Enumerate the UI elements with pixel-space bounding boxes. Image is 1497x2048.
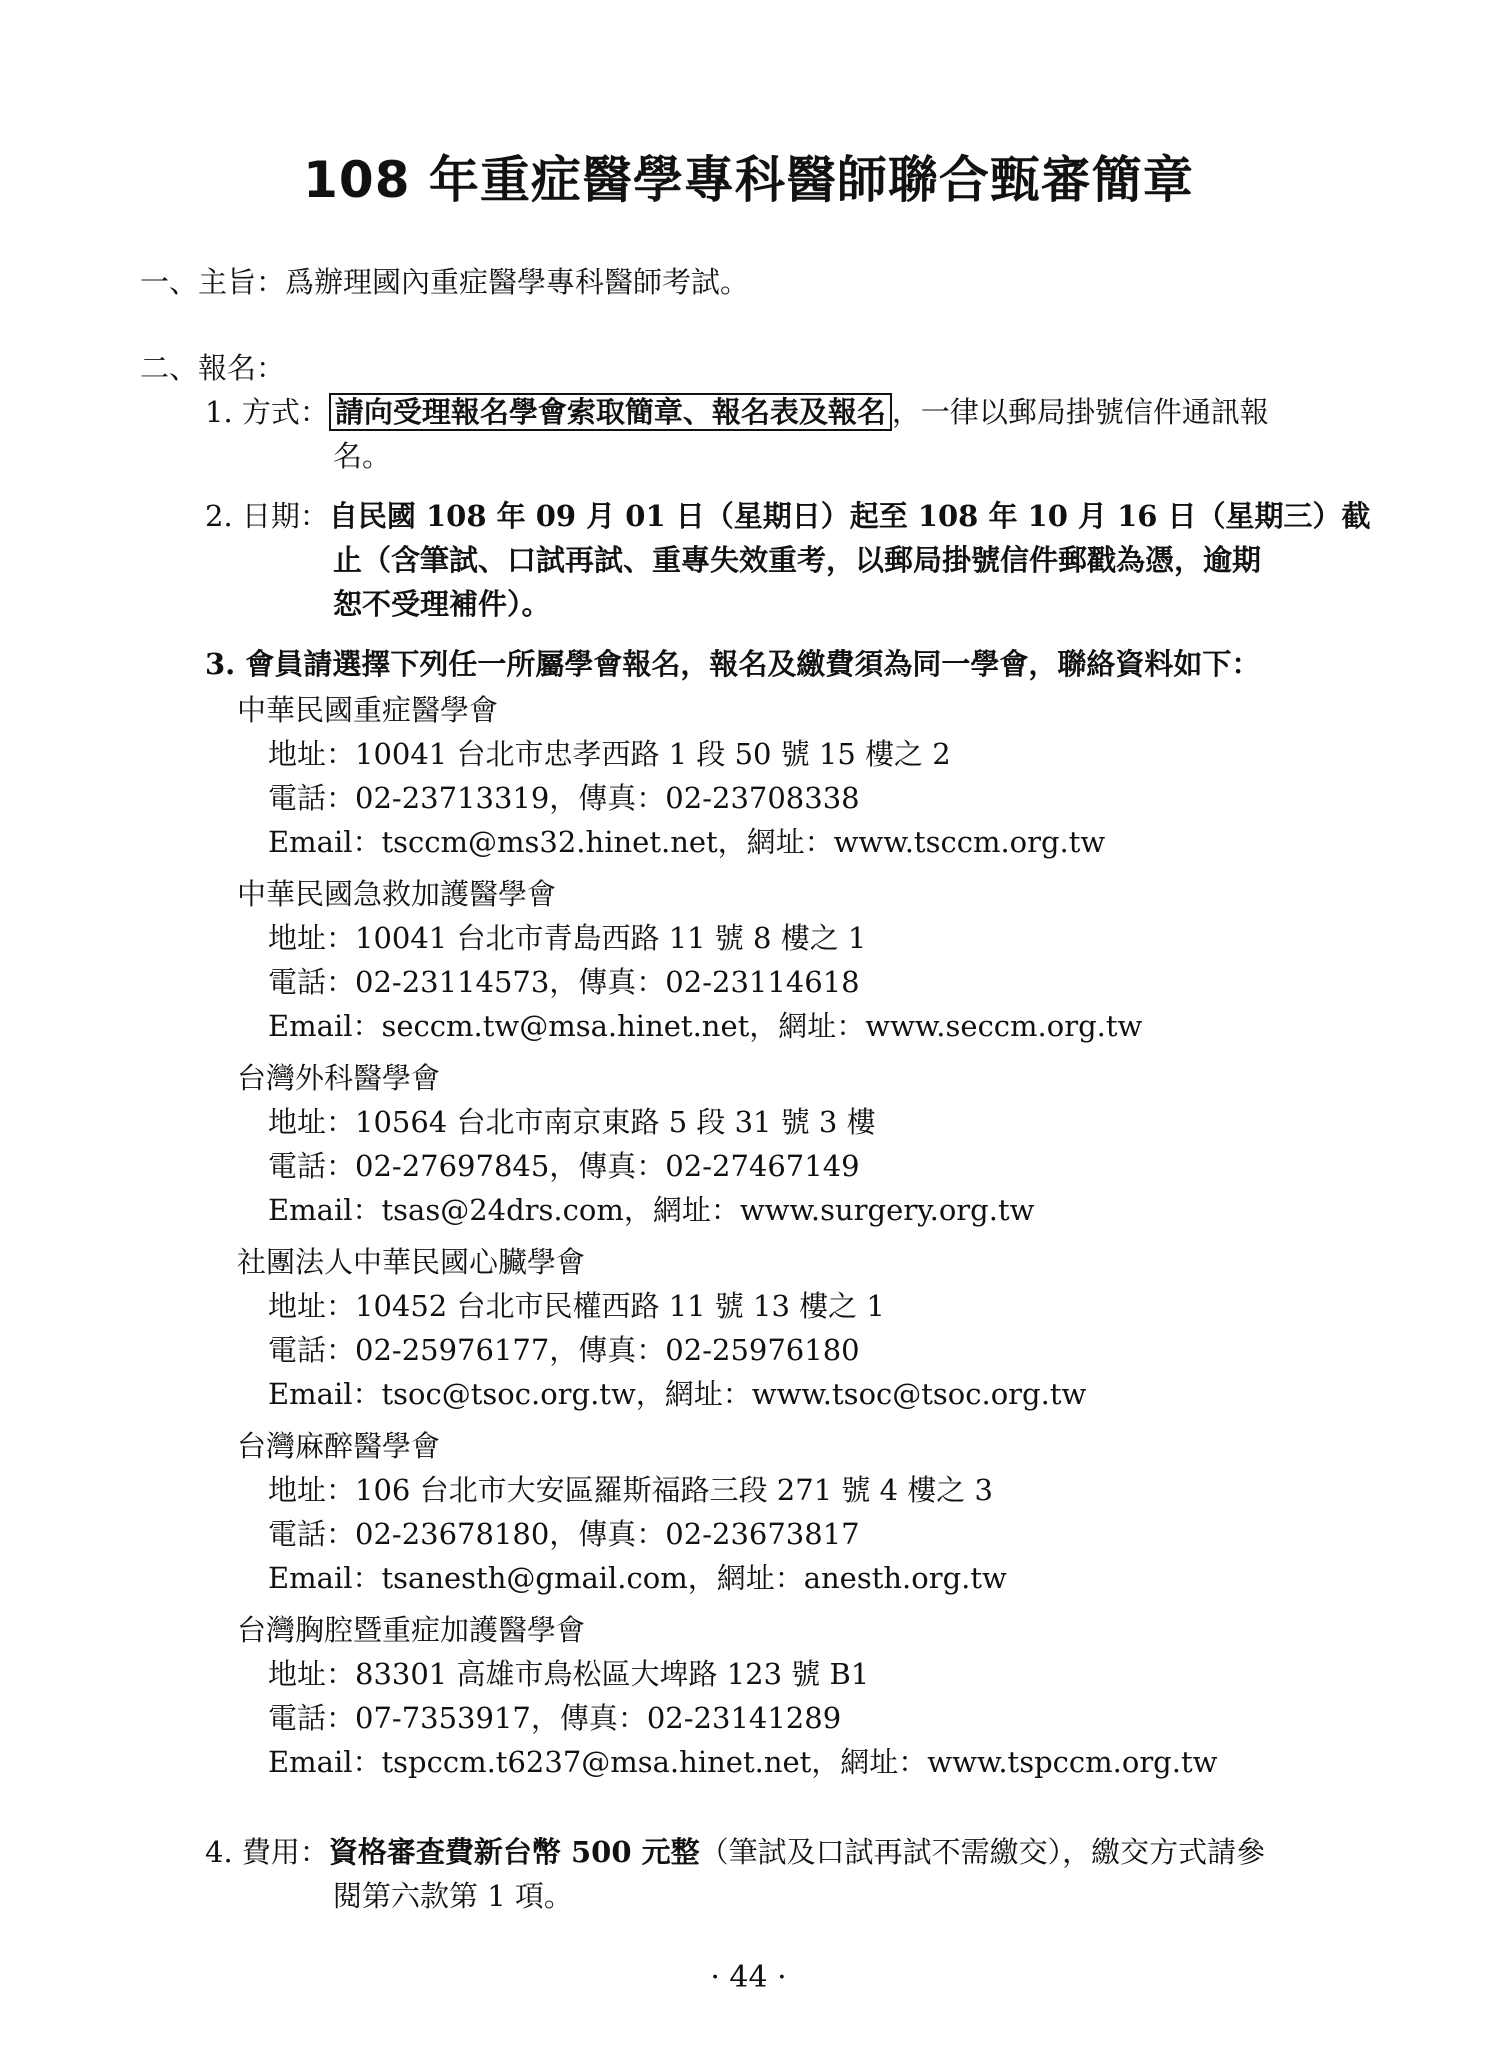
society-email: Email：tsas@24drs.com，網址：www.surgery.org.tw [268, 1193, 1035, 1227]
item-date-number: 2. 日期： [205, 499, 329, 533]
item-fee-amount: 資格審查費新台幣 500 元整 [328, 1835, 700, 1869]
society-address: 地址：106 台北市大安區羅斯福路三段 271 號 4 樓之 3 [268, 1473, 993, 1507]
society-email: Email：tsanesth@gmail.com，網址：anesth.org.tw [268, 1561, 1007, 1595]
society-email: Email：tspccm.t6237@msa.hinet.net，網址：www.tspccm.org.tw [268, 1745, 1218, 1779]
item-date-line2: 止（含筆試、口試再試、重專失效重考，以郵局掛號信件郵戳為憑，逾期 [333, 543, 1262, 577]
society-phone: 電話：02-23678180，傳真：02-23673817 [268, 1517, 860, 1551]
item-fee-continuation: 閱第六款第 1 項。 [333, 1879, 573, 1913]
item-date-line1: 自民國 108 年 09 月 01 日（星期日）起至 108 年 10 月 16 日（星期三）截 [328, 499, 1371, 533]
page-number: · 44 · [710, 1960, 787, 1995]
item-fee [205, 1832, 1265, 1872]
society-address: 地址：10564 台北市南京東路 5 段 31 號 3 樓 [268, 1105, 876, 1139]
society-name: 台灣麻醉醫學會 [237, 1429, 441, 1463]
section-purpose-text: 爲辦理國內重症醫學專科醫師考試。 [285, 265, 750, 299]
society-phone: 電話：02-23713319，傳真：02-23708338 [268, 781, 860, 815]
item-fee-number: 4. 費用： [205, 1835, 329, 1869]
item-method [205, 392, 1269, 432]
item-method-continuation: 名。 [333, 439, 392, 473]
society-name: 台灣外科醫學會 [237, 1061, 441, 1095]
society-phone: 電話：07-7353917，傳真：02-23141289 [268, 1701, 842, 1735]
page-title: 108 年重症醫學專科醫師聯合甄審簡章 [303, 151, 1194, 209]
item-fee-rest: （筆試及口試再試不需繳交），繳交方式請參 [699, 1835, 1266, 1869]
item-method-boxed-text: 請向受理報名學會索取簡章、報名表及報名 [329, 393, 892, 431]
society-phone: 電話：02-23114573，傳真：02-23114618 [268, 965, 860, 999]
society-name: 中華民國急救加護醫學會 [237, 877, 557, 911]
society-address: 地址：83301 高雄市鳥松區大埤路 123 號 B1 [268, 1657, 870, 1691]
society-email: Email：tsoc@tsoc.org.tw，網址：www.tsoc@tsoc.org.tw [268, 1377, 1087, 1411]
section-registration-label: 二、報名： [140, 351, 286, 385]
item-method-rest: ，一律以郵局掛號信件通訊報 [891, 395, 1269, 429]
society-name: 台灣胸腔暨重症加護醫學會 [237, 1613, 586, 1647]
section-purpose [140, 262, 749, 302]
society-name: 社團法人中華民國心臟學會 [237, 1245, 586, 1279]
society-phone: 電話：02-27697845，傳真：02-27467149 [268, 1149, 860, 1183]
society-email: Email：tsccm@ms32.hinet.net，網址：www.tsccm.org.tw [268, 825, 1106, 859]
society-phone: 電話：02-25976177，傳真：02-25976180 [268, 1333, 860, 1367]
society-name: 中華民國重症醫學會 [237, 693, 499, 727]
society-address: 地址：10452 台北市民權西路 11 號 13 樓之 1 [268, 1289, 885, 1323]
item-date [205, 496, 1371, 536]
society-address: 地址：10041 台北市忠孝西路 1 段 50 號 15 樓之 2 [268, 737, 951, 771]
society-email: Email：seccm.tw@msa.hinet.net，網址：www.seccm.org.tw [268, 1009, 1143, 1043]
society-address: 地址：10041 台北市青島西路 11 號 8 樓之 1 [268, 921, 867, 955]
section-purpose-label: 一、主旨： [140, 265, 286, 299]
item-method-number: 1. 方式： [205, 395, 329, 429]
item-date-line3: 恕不受理補件）。 [333, 587, 551, 621]
item-societies-intro: 3. 會員請選擇下列任一所屬學會報名，報名及繳費須為同一學會，聯絡資料如下： [205, 647, 1261, 681]
